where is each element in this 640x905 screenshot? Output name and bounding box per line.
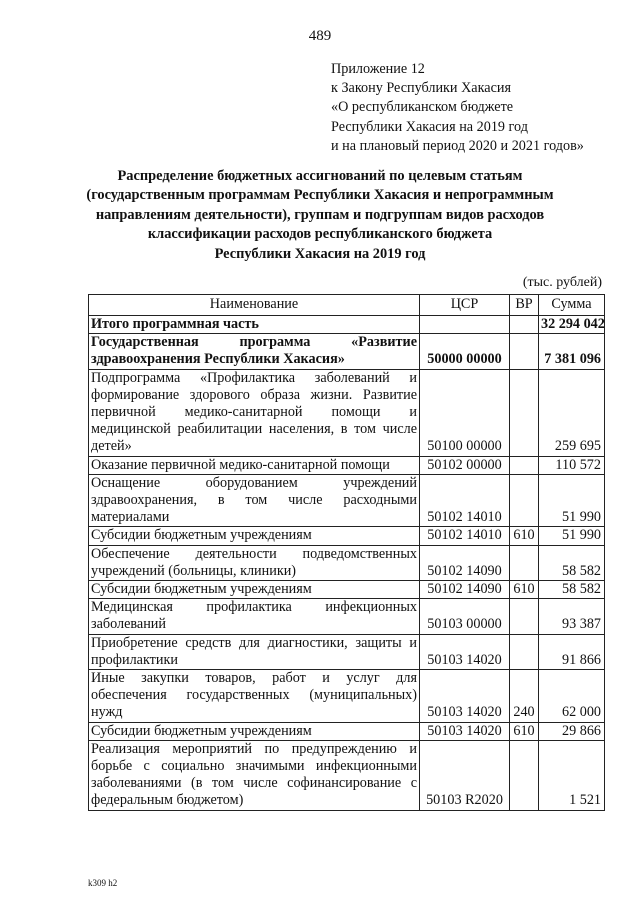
cell-csr: 50103 R2020 — [420, 740, 510, 810]
table-row — [89, 527, 605, 545]
cell-name: Государственная программа «Развитие здравоохранения Республики Хакасия» — [89, 334, 420, 369]
table-row — [89, 316, 605, 334]
cell-name: Итого программная часть — [89, 316, 420, 334]
table-row — [89, 334, 605, 369]
cell-sum: 29 866 — [539, 722, 605, 740]
cell-sum: 58 582 — [539, 545, 605, 580]
cell-sum: 51 990 — [539, 527, 605, 545]
cell-sum: 32 294 042 — [539, 316, 605, 334]
table-row — [89, 456, 605, 474]
cell-name: Реализация мероприятий по предупреждению и борьбе с социально значимыми инфекционными заболеваниями (в том числе софинансирование с федеральным бюджетом) — [89, 740, 420, 810]
title-line: направлениям деятельности), группам и подгруппам видов расходов — [95, 206, 545, 223]
cell-csr — [420, 316, 510, 334]
cell-vr — [510, 316, 539, 334]
cell-vr — [510, 545, 539, 580]
table-row — [89, 722, 605, 740]
table-row — [89, 545, 605, 580]
units-label: (тыс. рублей) — [522, 275, 602, 290]
appendix-line: и на плановый период 2020 и 2021 годов» — [331, 137, 584, 154]
cell-sum: 51 990 — [539, 474, 605, 527]
cell-csr: 50103 14020 — [420, 670, 510, 723]
appendix-line: Республики Хакасия на 2019 год — [331, 118, 528, 135]
cell-name: Оснащение оборудованием учреждений здравоохранения, в том числе расходными материалами — [89, 474, 420, 527]
title-line: Распределение бюджетных ассигнований по целевым статьям — [117, 168, 523, 184]
table-row — [89, 369, 605, 456]
cell-vr: 240 — [510, 670, 539, 723]
cell-csr: 50102 14090 — [420, 581, 510, 599]
footer-code: k309 h2 — [88, 878, 118, 888]
cell-csr: 50103 14020 — [420, 634, 510, 669]
cell-name: Субсидии бюджетным учреждениям — [89, 527, 420, 545]
title-line: классификации расходов республиканского бюджета — [147, 226, 493, 243]
table-row — [89, 740, 605, 810]
cell-csr: 50100 00000 — [420, 369, 510, 456]
budget-table — [88, 294, 605, 811]
table-row — [89, 670, 605, 723]
cell-sum: 91 866 — [539, 634, 605, 669]
header-sum: Сумма — [539, 295, 605, 316]
appendix-line: к Закону Республики Хакасия — [331, 80, 511, 97]
cell-name: Обеспечение деятельности подведомственных учреждений (больницы, клиники) — [89, 545, 420, 580]
header-name: Наименование — [89, 295, 420, 316]
cell-vr: 610 — [510, 527, 539, 545]
cell-name: Приобретение средств для диагностики, защиты и профилактики — [89, 634, 420, 669]
appendix-line: Приложение 12 — [331, 61, 425, 77]
page-number: 489 — [308, 28, 332, 44]
cell-sum: 110 572 — [539, 456, 605, 474]
cell-vr — [510, 334, 539, 369]
appendix-line: «О республиканском бюджете — [331, 99, 514, 116]
cell-name: Оказание первичной медико-санитарной помощи — [89, 456, 420, 474]
cell-name: Иные закупки товаров, работ и услуг для обеспечения государственных (муниципальных) нужд — [89, 670, 420, 723]
cell-vr — [510, 634, 539, 669]
appendix-reference — [331, 60, 584, 156]
table-row — [89, 581, 605, 599]
cell-csr: 50102 14010 — [420, 527, 510, 545]
cell-vr — [510, 369, 539, 456]
cell-name: Субсидии бюджетным учреждениям — [89, 722, 420, 740]
cell-vr: 610 — [510, 581, 539, 599]
cell-csr: 50103 14020 — [420, 722, 510, 740]
cell-vr — [510, 740, 539, 810]
header-csr: ЦСР — [420, 295, 510, 316]
cell-csr: 50102 00000 — [420, 456, 510, 474]
cell-csr: 50103 00000 — [420, 599, 510, 634]
cell-vr — [510, 456, 539, 474]
table-row — [89, 474, 605, 527]
cell-name: Субсидии бюджетным учреждениям — [89, 581, 420, 599]
title-line: (государственным программам Республики Хакасия и непрограммным — [86, 187, 554, 204]
title-line: Республики Хакасия на 2019 год — [214, 245, 426, 262]
cell-csr: 50102 14010 — [420, 474, 510, 527]
cell-sum: 58 582 — [539, 581, 605, 599]
cell-csr: 50000 00000 — [420, 334, 510, 369]
cell-vr — [510, 474, 539, 527]
table-row — [89, 634, 605, 669]
cell-sum: 62 000 — [539, 670, 605, 723]
cell-name: Медицинская профилактика инфекционных заболеваний — [89, 599, 420, 634]
table-row — [89, 599, 605, 634]
cell-vr — [510, 599, 539, 634]
document-title — [80, 167, 560, 264]
cell-sum: 1 521 — [539, 740, 605, 810]
cell-sum: 7 381 096 — [539, 334, 605, 369]
table-header-row — [89, 295, 605, 316]
cell-vr: 610 — [510, 722, 539, 740]
header-vr: ВР — [510, 295, 539, 316]
cell-sum: 93 387 — [539, 599, 605, 634]
cell-csr: 50102 14090 — [420, 545, 510, 580]
cell-name: Подпрограмма «Профилактика заболеваний и формирование здорового образа жизни. Развитие первичной медико-санитарной помощи и медицинской реабилитации населения, в том числе детей» — [89, 369, 420, 456]
cell-sum: 259 695 — [539, 369, 605, 456]
